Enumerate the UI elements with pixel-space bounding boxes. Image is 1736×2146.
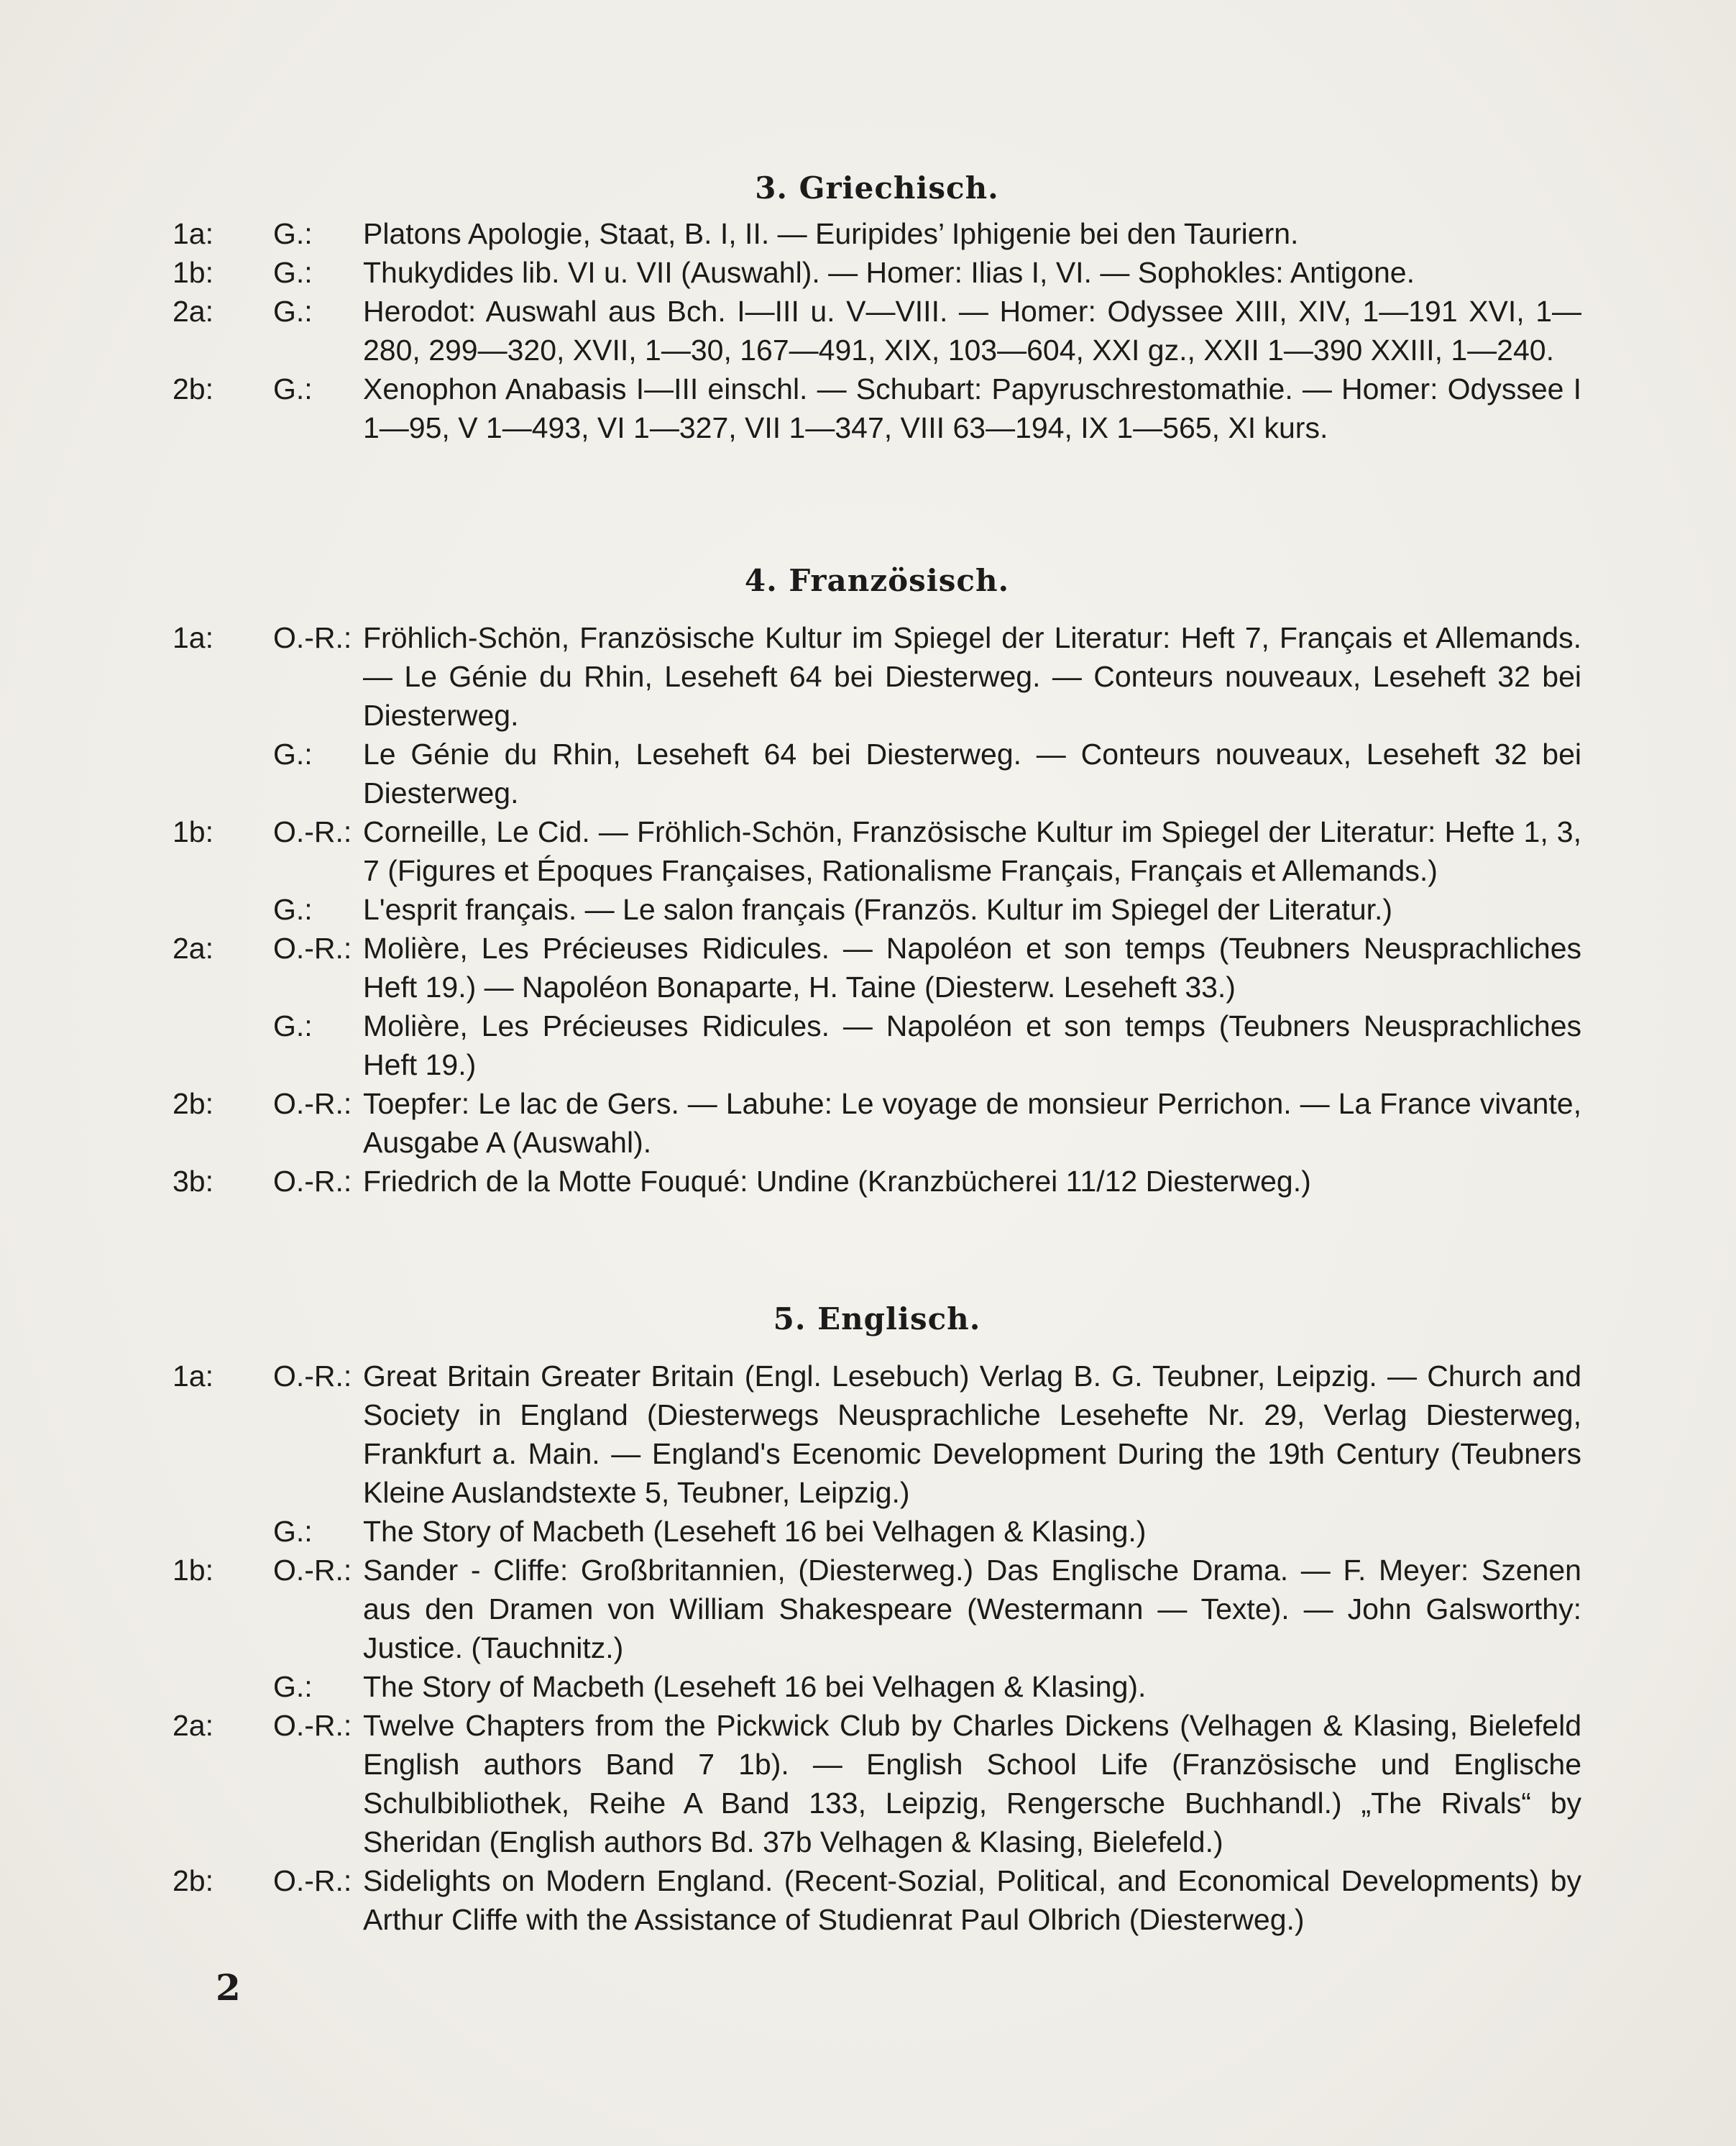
school-type-label: O.-R.: [273,1359,352,1393]
class-label [173,1006,273,1084]
class-label: 1a: [173,621,213,654]
class-label: 2a: [173,1709,213,1742]
school-type-label: G.: [273,372,313,405]
school-type-label: O.-R.: [273,1864,352,1897]
school-type-label: G.: [273,295,313,328]
list-item [173,370,1581,447]
school-type-label: G.: [273,256,313,289]
reading-text: L'esprit français. — Le salon français (Französ. Kultur im Spiegel der Literatur.) [363,893,1393,926]
list-item [173,292,1581,370]
section-englisch [173,1298,1581,1939]
section-title: 5. Englisch. [773,1301,981,1336]
class-label [173,735,273,812]
list-item [173,1512,1581,1551]
list-item [173,1861,1581,1939]
class-label: 1a: [173,217,213,250]
class-label: 1b: [173,256,213,289]
reading-text: Molière, Les Précieuses Ridicules. — Napoléon et son temps (Teubners Neusprachliches Heft 19.) [363,1009,1581,1081]
reading-text: Fröhlich-Schön, Französische Kultur im Spiegel der Literatur: Heft 7, Français et Allemands. — Le Génie du Rhin, Leseheft 64 bei Diesterweg. — Conteurs nouveaux, Leseheft 32 bei Diesterweg. [363,621,1581,732]
school-type-label: G.: [273,217,313,250]
class-label: 1b: [173,815,213,848]
class-label: 1b: [173,1554,213,1587]
class-label: 2b: [173,372,213,405]
list-item [173,1357,1581,1512]
school-type-label: O.-R.: [273,815,352,848]
list-item [173,618,1581,735]
class-label: 2b: [173,1087,213,1120]
school-type-label: G.: [273,893,313,926]
class-label: 2a: [173,932,213,965]
list-item [173,253,1581,292]
school-type-label: O.-R.: [273,1165,352,1198]
section-title: 3. Griechisch. [755,170,999,206]
list-item [173,890,1581,929]
page-number: 2 [216,1966,241,2009]
list-item [173,1706,1581,1861]
school-type-label: O.-R.: [273,932,352,965]
list-item [173,735,1581,812]
school-type-label: G.: [273,1515,313,1548]
reading-text: Corneille, Le Cid. — Fröhlich-Schön, Französische Kultur im Spiegel der Literatur: Hefte 1, 3, 7 (Figures et Époques Françaises, Rationalisme Français, Français et Allemands.) [363,815,1581,887]
class-label: 3b: [173,1165,213,1198]
class-label [173,1667,273,1706]
list-item [173,1667,1581,1706]
class-label [173,890,273,929]
school-type-label: G.: [273,1009,313,1042]
school-type-label: O.-R.: [273,1709,352,1742]
reading-text: Toepfer: Le lac de Gers. — Labuhe: Le voyage de monsieur Perrichon. — La France vivante, Ausgabe A (Auswahl). [363,1087,1581,1159]
reading-text: Herodot: Auswahl aus Bch. I—III u. V—VIII. — Homer: Odyssee XIII, XIV, 1—191 XVI, 1—280, 299—320, XVII, 1—30, 167—491, XIX, 103—604, XXI gz., XXII 1—390 XXIII, 1—240. [363,295,1581,367]
section-griechisch [173,167,1581,447]
reading-text: Great Britain Greater Britain (Engl. Lesebuch) Verlag B. G. Teubner, Leipzig. — Church and Society in England (Diesterwegs Neusprachliche Lesehefte Nr. 29, Verlag Diesterweg, Frankfurt a. Main. — England's Ecenomic Development During the 19th Century (Teubners Kleine Auslandstexte 5, Teubner, Leipzig.) [363,1359,1581,1509]
list-item [173,1551,1581,1667]
reading-text: The Story of Macbeth (Leseheft 16 bei Velhagen & Klasing). [363,1670,1147,1703]
reading-text: Twelve Chapters from the Pickwick Club by Charles Dickens (Velhagen & Klasing, Bielefeld English authors Band 7 1b). — English School Life (Französische und Englische Schulbibliothek, Reihe A Band 133, Leipzig, Rengersche Buchhandl.) „The Rivals“ by Sheridan (English authors Bd. 37b Velhagen & Klasing, Bielefeld.) [363,1709,1581,1858]
list-item [173,214,1581,253]
reading-text: Thukydides lib. VI u. VII (Auswahl). — Homer: Ilias I, VI. — Sophokles: Antigone. [363,256,1415,289]
section-franzoesisch [173,559,1581,1201]
list-item [173,929,1581,1006]
reading-text: Molière, Les Précieuses Ridicules. — Napoléon et son temps (Teubners Neusprachliches Heft 19.) — Napoléon Bonaparte, H. Taine (Diesterw. Leseheft 33.) [363,932,1581,1004]
list-item [173,812,1581,890]
reading-text: The Story of Macbeth (Leseheft 16 bei Velhagen & Klasing.) [363,1515,1147,1548]
class-label [173,1512,273,1551]
list-item [173,1084,1581,1162]
school-type-label: O.-R.: [273,621,352,654]
reading-text: Sidelights on Modern England. (Recent-Sozial, Political, and Economical Developments) by Arthur Cliffe with the Assistance of Studienrat Paul Olbrich (Diesterweg.) [363,1864,1581,1936]
school-type-label: G.: [273,1670,313,1703]
reading-text: Friedrich de la Motte Fouqué: Undine (Kranzbücherei 11/12 Diesterweg.) [363,1165,1311,1198]
class-label: 2a: [173,295,213,328]
class-label: 1a: [173,1359,213,1393]
school-type-label: O.-R.: [273,1554,352,1587]
list-item [173,1006,1581,1084]
reading-text: Platons Apologie, Staat, B. I, II. — Euripides’ Iphigenie bei den Tauriern. [363,217,1299,250]
school-type-label: G.: [273,738,313,771]
list-item [173,1162,1581,1201]
reading-text: Xenophon Anabasis I—III einschl. — Schubart: Papyruschrestomathie. — Homer: Odyssee I 1—95, V 1—493, VI 1—327, VII 1—347, VIII 63—194, IX 1—565, XI kurs. [363,372,1581,444]
reading-text: Sander - Cliffe: Großbritannien, (Diesterweg.) Das Englische Drama. — F. Meyer: Szenen aus den Dramen von William Shakespeare (Westermann — Texte). — John Galsworthy: Justice. (Tauchnitz.) [363,1554,1581,1664]
reading-text: Le Génie du Rhin, Leseheft 64 bei Diesterweg. — Conteurs nouveaux, Leseheft 32 bei Diesterweg. [363,738,1581,810]
school-type-label: O.-R.: [273,1087,352,1120]
section-title: 4. Französisch. [744,563,1010,598]
class-label: 2b: [173,1864,213,1897]
